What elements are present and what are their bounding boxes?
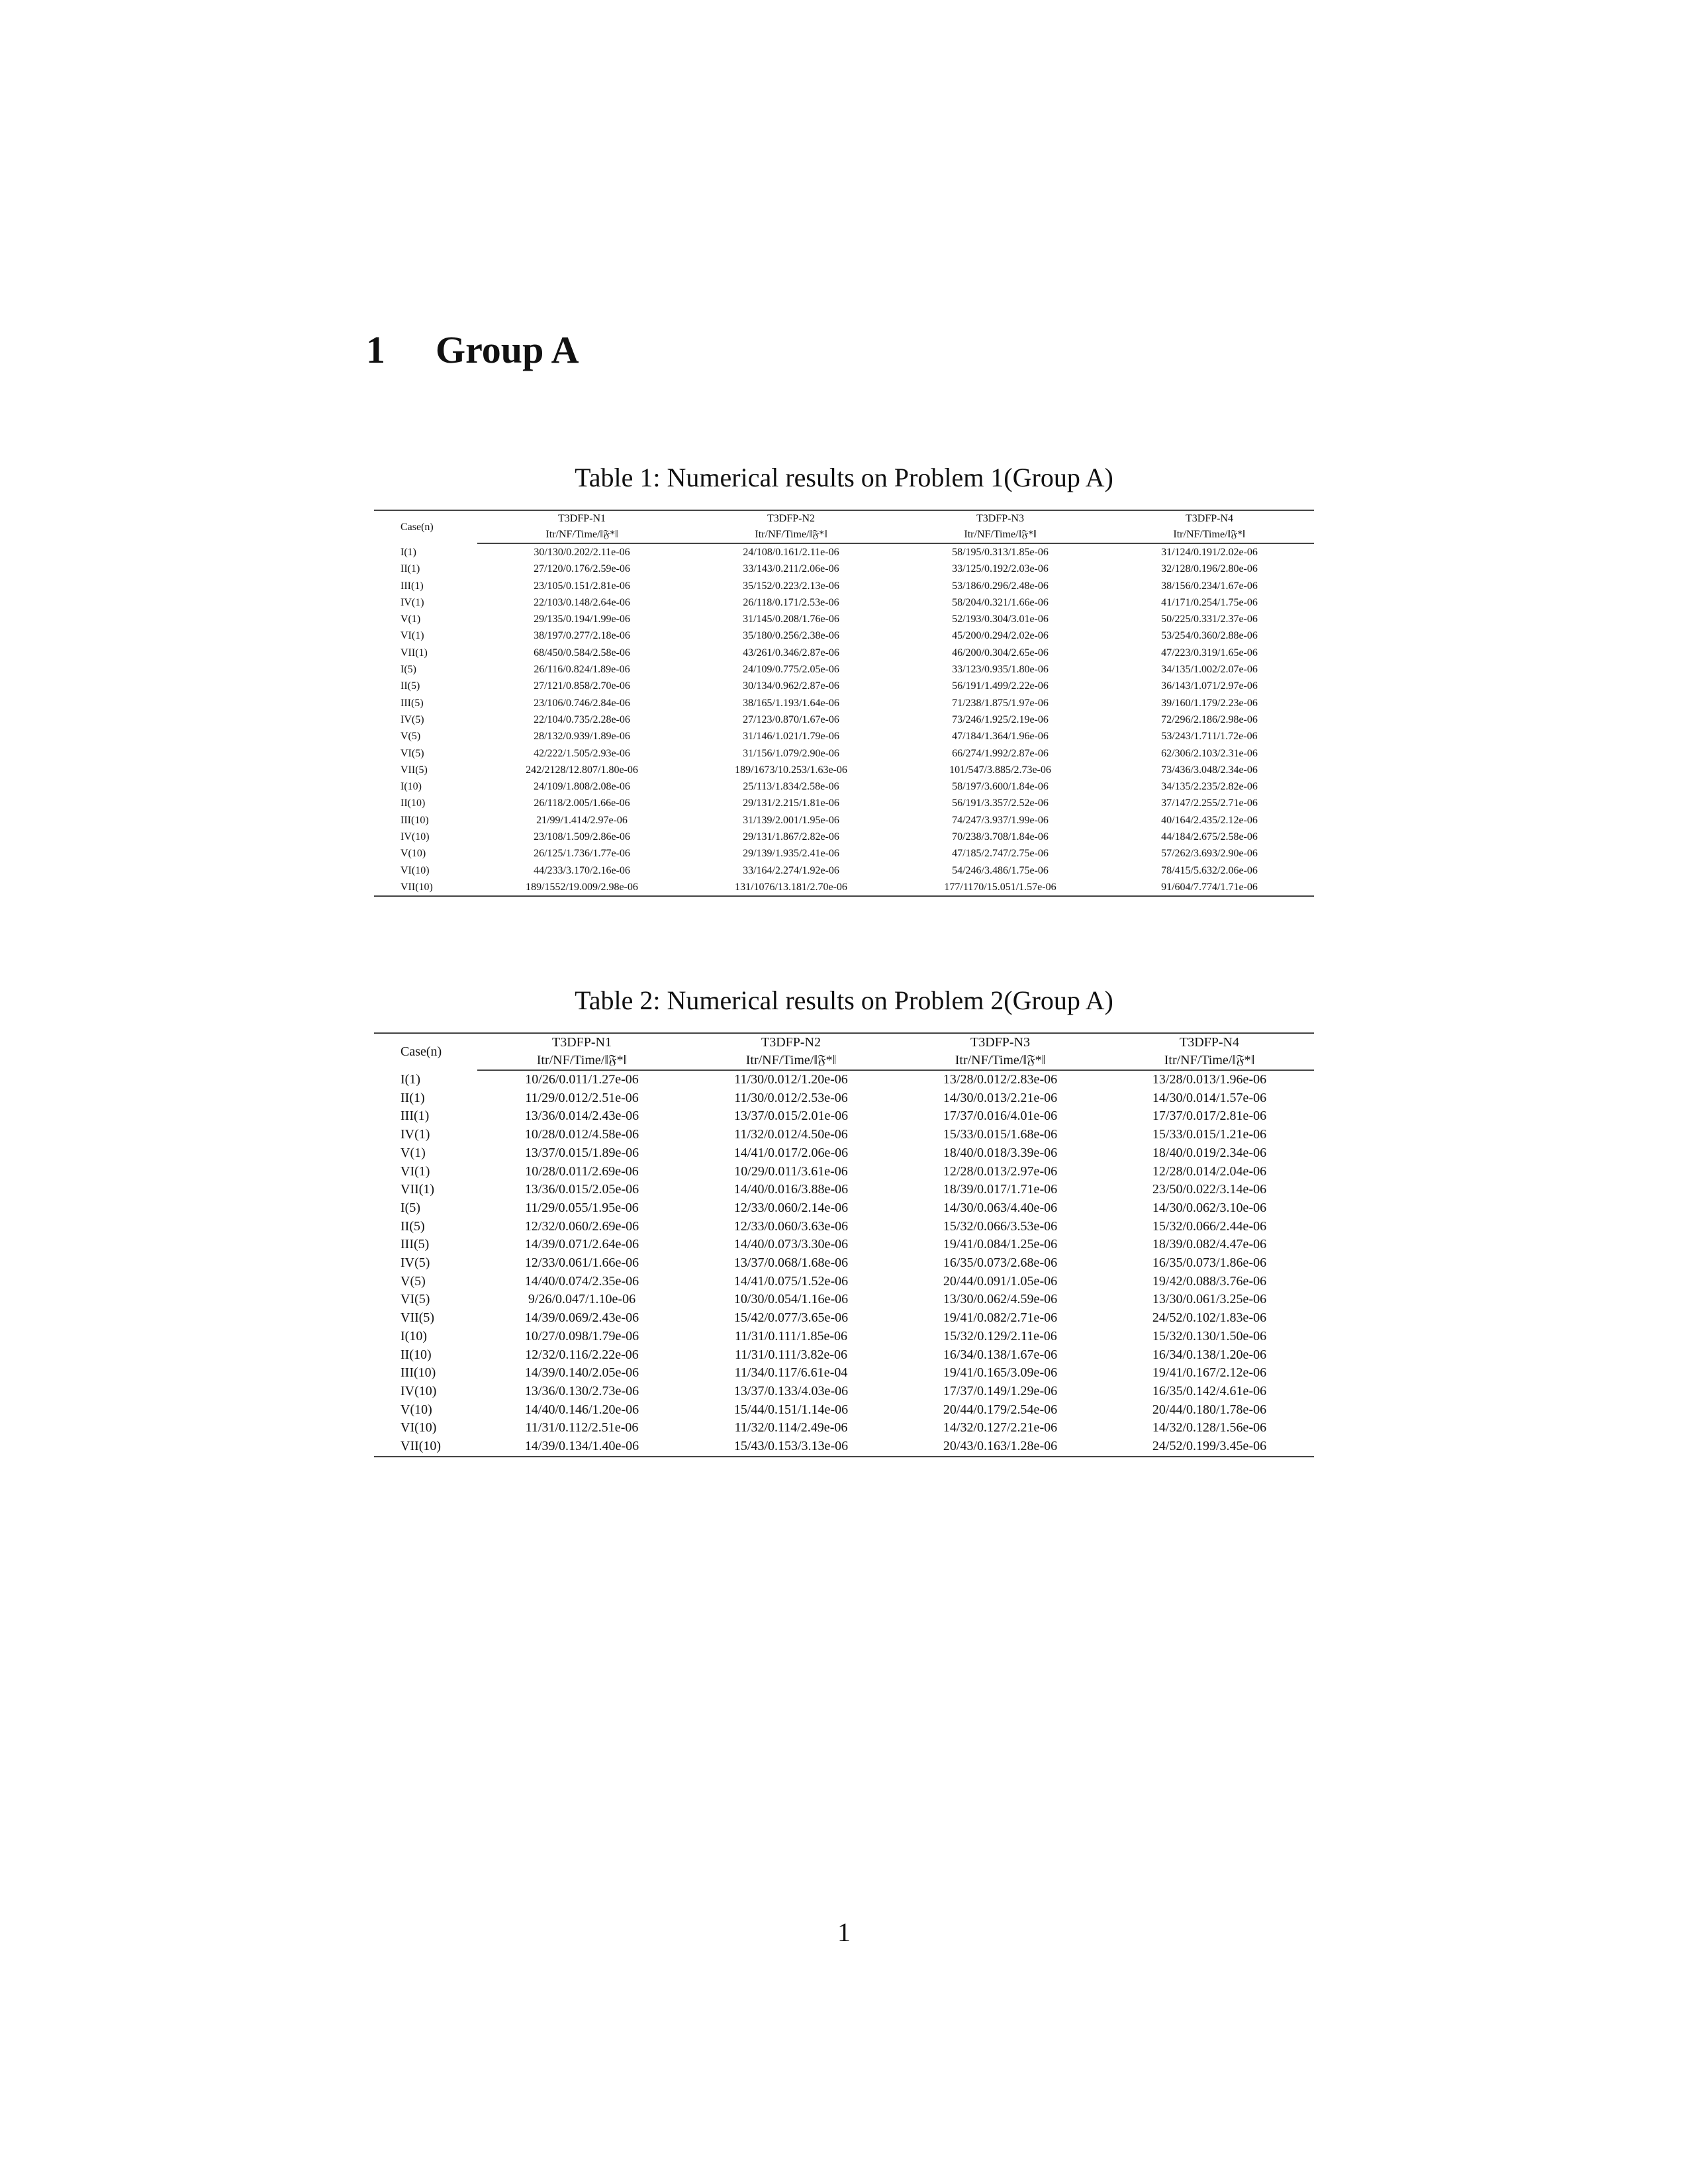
table-row (374, 1437, 1314, 1457)
result-cell: 70/238/3.708/1.84e-06 (952, 831, 1049, 843)
case-cell: IV(1) (400, 1127, 430, 1142)
case-cell: VII(10) (374, 879, 477, 896)
result-cell: 15/43/0.153/3.13e-06 (686, 1437, 896, 1457)
result-cell: 101/547/3.885/2.73e-06 (949, 764, 1051, 776)
result-cell: 11/34/0.117/6.61e-04 (734, 1365, 848, 1381)
result-cell: 44/184/2.675/2.58e-06 (1161, 831, 1258, 843)
result-cell: 33/143/0.211/2.06e-06 (743, 563, 839, 575)
result-cell: 13/37/0.015/2.01e-06 (733, 1109, 849, 1124)
result-cell: 43/261/0.346/2.87e-06 (743, 647, 839, 659)
case-cell: VII(1) (400, 1182, 435, 1197)
table-row (374, 1254, 1314, 1273)
result-cell: 16/35/0.142/4.61e-06 (1152, 1383, 1267, 1398)
result-cell: 53/243/1.711/1.72e-06 (1161, 731, 1258, 743)
table-row (374, 611, 1314, 627)
result-cell: 26/118/0.171/2.53e-06 (743, 596, 839, 608)
method-header: T3DFP-N2 (686, 510, 896, 527)
result-cell: 14/41/0.075/1.52e-06 (733, 1273, 849, 1289)
case-cell: IV(10) (400, 1383, 437, 1398)
result-cell: 189/1673/10.253/1.63e-06 (735, 764, 847, 776)
case-cell: I(10) (400, 1328, 427, 1343)
case-cell: VI(10) (400, 864, 430, 876)
table-row (374, 1144, 1314, 1163)
result-cell: 17/37/0.016/4.01e-06 (943, 1109, 1058, 1124)
case-column-header: Case(n) (374, 1033, 477, 1070)
result-cell: 11/29/0.012/2.51e-06 (525, 1090, 639, 1105)
result-cell: 13/36/0.014/2.43e-06 (524, 1109, 639, 1124)
case-cell: III(1) (400, 580, 424, 592)
result-cell: 30/134/0.962/2.87e-06 (743, 680, 839, 692)
result-cell: 12/33/0.061/1.66e-06 (524, 1255, 639, 1271)
result-cell: 24/52/0.102/1.83e-06 (1152, 1310, 1267, 1326)
case-cell: V(10) (400, 1402, 432, 1417)
metric-subheader: Itr/NF/Time/‖𝔉*‖ (477, 527, 686, 543)
table-row (374, 627, 1314, 644)
result-cell: 14/30/0.062/3.10e-06 (1152, 1200, 1267, 1215)
method-header: T3DFP-N3 (896, 1033, 1105, 1052)
case-cell: V(5) (400, 1273, 426, 1289)
table-row (374, 1346, 1314, 1365)
table-row (374, 1070, 1314, 1089)
result-cell: 11/32/0.012/4.50e-06 (734, 1127, 848, 1142)
result-cell: 27/120/0.176/2.59e-06 (534, 563, 630, 575)
result-cell: 15/33/0.015/1.21e-06 (1152, 1127, 1267, 1142)
case-cell: VI(1) (400, 1163, 430, 1179)
result-cell: 11/31/0.111/1.85e-06 (735, 1328, 847, 1343)
result-cell: 24/52/0.199/3.45e-06 (1105, 1437, 1314, 1457)
result-cell: 12/28/0.014/2.04e-06 (1152, 1163, 1267, 1179)
result-cell: 14/30/0.013/2.21e-06 (943, 1090, 1058, 1105)
result-cell: 9/26/0.047/1.10e-06 (528, 1292, 636, 1307)
result-cell: 14/40/0.074/2.35e-06 (524, 1273, 639, 1289)
result-cell: 26/116/0.824/1.89e-06 (534, 664, 630, 676)
result-cell: 50/225/0.331/2.37e-06 (1161, 614, 1258, 625)
metric-subheader: Itr/NF/Time/‖𝔉*‖ (896, 527, 1105, 543)
table-row (374, 1419, 1314, 1437)
case-cell: II(10) (400, 1347, 432, 1362)
case-cell: VII(5) (400, 1310, 435, 1326)
case-cell: II(10) (400, 797, 426, 809)
result-cell: 34/135/2.235/2.82e-06 (1161, 781, 1258, 793)
method-header: T3DFP-N1 (477, 1033, 686, 1052)
result-cell: 56/191/3.357/2.52e-06 (952, 797, 1049, 809)
table-row (374, 1291, 1314, 1309)
result-cell: 52/193/0.304/3.01e-06 (952, 614, 1049, 625)
result-cell: 14/30/0.063/4.40e-06 (943, 1200, 1058, 1215)
result-cell: 58/197/3.600/1.84e-06 (952, 781, 1049, 793)
result-cell: 33/123/0.935/1.80e-06 (952, 664, 1049, 676)
result-cell: 18/40/0.018/3.39e-06 (943, 1145, 1058, 1160)
result-cell: 24/109/1.808/2.08e-06 (534, 781, 630, 793)
result-cell: 18/39/0.017/1.71e-06 (943, 1182, 1058, 1197)
result-cell: 242/2128/12.807/1.80e-06 (526, 764, 638, 776)
result-cell: 13/28/0.012/2.83e-06 (943, 1072, 1058, 1087)
result-cell: 14/39/0.069/2.43e-06 (524, 1310, 639, 1326)
table-row (374, 711, 1314, 728)
result-cell: 16/35/0.073/2.68e-06 (943, 1255, 1058, 1271)
result-cell: 28/132/0.939/1.89e-06 (534, 731, 630, 743)
result-cell: 20/44/0.091/1.05e-06 (943, 1273, 1058, 1289)
result-cell: 11/31/0.111/3.82e-06 (735, 1347, 847, 1362)
table-row (374, 1107, 1314, 1126)
table-row (374, 695, 1314, 711)
case-cell: II(5) (400, 1218, 425, 1234)
result-cell: 26/118/2.005/1.66e-06 (534, 797, 630, 809)
result-cell: 31/139/2.001/1.95e-06 (743, 814, 839, 826)
result-cell: 23/105/0.151/2.81e-06 (534, 580, 630, 592)
table-row (374, 594, 1314, 611)
section-title: Group A (436, 328, 579, 371)
case-cell: IV(5) (400, 713, 424, 725)
result-cell: 29/139/1.935/2.41e-06 (743, 848, 839, 860)
table-row (374, 1218, 1314, 1236)
table-row (374, 578, 1314, 594)
result-cell: 13/30/0.061/3.25e-06 (1152, 1292, 1267, 1307)
result-cell: 189/1552/19.009/2.98e-06 (477, 879, 686, 896)
table-row (374, 862, 1314, 879)
method-header: T3DFP-N4 (1105, 510, 1314, 527)
result-cell: 73/436/3.048/2.34e-06 (1161, 764, 1258, 776)
result-cell: 33/125/0.192/2.03e-06 (952, 563, 1049, 575)
case-column-header: Case(n) (374, 510, 477, 543)
result-cell: 47/223/0.319/1.65e-06 (1161, 647, 1258, 659)
result-cell: 38/165/1.193/1.64e-06 (743, 697, 839, 709)
case-cell: V(1) (400, 614, 421, 625)
result-cell: 23/108/1.509/2.86e-06 (534, 831, 630, 843)
result-cell: 53/186/0.296/2.48e-06 (952, 580, 1049, 592)
result-cell: 62/306/2.103/2.31e-06 (1161, 747, 1258, 759)
result-cell: 14/39/0.140/2.05e-06 (524, 1365, 639, 1381)
result-cell: 38/197/0.277/2.18e-06 (534, 630, 630, 642)
case-cell: III(10) (400, 1365, 436, 1381)
case-cell: I(10) (400, 781, 422, 793)
table-row (374, 561, 1314, 577)
result-cell: 46/200/0.304/2.65e-06 (952, 647, 1049, 659)
table-row (374, 1383, 1314, 1401)
result-cell: 26/125/1.736/1.77e-06 (534, 848, 630, 860)
result-cell: 18/39/0.082/4.47e-06 (1152, 1237, 1267, 1252)
result-cell: 13/37/0.068/1.68e-06 (733, 1255, 849, 1271)
result-cell: 20/43/0.163/1.28e-06 (896, 1437, 1105, 1457)
result-cell: 37/147/2.255/2.71e-06 (1161, 797, 1258, 809)
metric-subheader: Itr/NF/Time/‖𝔉*‖ (477, 1052, 686, 1070)
case-cell: IV(10) (400, 831, 430, 843)
table-row (374, 812, 1314, 829)
table-row (374, 762, 1314, 778)
result-cell: 15/33/0.015/1.68e-06 (943, 1127, 1058, 1142)
table-row (374, 845, 1314, 862)
table-row (374, 1236, 1314, 1254)
result-cell: 38/156/0.234/1.67e-06 (1161, 580, 1258, 592)
result-cell: 41/171/0.254/1.75e-06 (1161, 596, 1258, 608)
metric-subheader: Itr/NF/Time/‖𝔉*‖ (686, 1052, 896, 1070)
result-cell: 10/30/0.054/1.16e-06 (733, 1292, 849, 1307)
table-row (374, 1089, 1314, 1108)
table-row (374, 1126, 1314, 1144)
result-cell: 13/36/0.015/2.05e-06 (524, 1182, 639, 1197)
result-cell: 14/39/0.134/1.40e-06 (477, 1437, 686, 1457)
table-2 (374, 1032, 1314, 1457)
case-cell: V(10) (400, 848, 426, 860)
table-row (374, 1328, 1314, 1346)
section-heading (366, 328, 579, 371)
result-cell: 14/32/0.127/2.21e-06 (943, 1420, 1058, 1435)
result-cell: 73/246/1.925/2.19e-06 (952, 713, 1049, 725)
result-cell: 15/42/0.077/3.65e-06 (733, 1310, 849, 1326)
result-cell: 20/44/0.180/1.78e-06 (1152, 1402, 1267, 1417)
method-header: T3DFP-N2 (686, 1033, 896, 1052)
table-row (374, 879, 1314, 896)
result-cell: 11/30/0.012/2.53e-06 (734, 1090, 848, 1105)
table-row (374, 1273, 1314, 1291)
result-cell: 25/113/1.834/2.58e-06 (743, 781, 839, 793)
result-cell: 91/604/7.774/1.71e-06 (1105, 879, 1314, 896)
table-row (374, 1181, 1314, 1199)
case-cell: VI(5) (400, 1292, 430, 1307)
method-header: T3DFP-N1 (477, 510, 686, 527)
table-row (374, 778, 1314, 795)
section-number: 1 (366, 328, 385, 371)
case-cell: V(1) (400, 1145, 426, 1160)
result-cell: 16/35/0.073/1.86e-06 (1152, 1255, 1267, 1271)
result-cell: 29/135/0.194/1.99e-06 (534, 614, 630, 625)
case-cell: I(1) (400, 546, 416, 558)
result-cell: 15/32/0.066/2.44e-06 (1152, 1218, 1267, 1234)
metric-subheader: Itr/NF/Time/‖𝔉*‖ (686, 527, 896, 543)
result-cell: 24/108/0.161/2.11e-06 (743, 547, 839, 558)
result-cell: 47/185/2.747/2.75e-06 (952, 848, 1049, 860)
method-header: T3DFP-N4 (1105, 1033, 1314, 1052)
result-cell: 42/222/1.505/2.93e-06 (534, 747, 630, 759)
result-cell: 39/160/1.179/2.23e-06 (1161, 697, 1258, 709)
result-cell: 66/274/1.992/2.87e-06 (952, 747, 1049, 759)
result-cell: 17/37/0.149/1.29e-06 (943, 1383, 1058, 1398)
result-cell: 13/36/0.130/2.73e-06 (524, 1383, 639, 1398)
result-cell: 11/32/0.114/2.49e-06 (734, 1420, 848, 1435)
result-cell: 31/146/1.021/1.79e-06 (743, 731, 839, 743)
table-row (374, 1401, 1314, 1420)
result-cell: 27/121/0.858/2.70e-06 (534, 680, 630, 692)
result-cell: 19/41/0.082/2.71e-06 (943, 1310, 1058, 1326)
result-cell: 35/180/0.256/2.38e-06 (743, 630, 839, 642)
case-cell: III(1) (400, 1109, 430, 1124)
table-1 (374, 510, 1314, 897)
table-row (374, 661, 1314, 678)
result-cell: 23/106/0.746/2.84e-06 (534, 697, 630, 709)
result-cell: 177/1170/15.051/1.57e-06 (896, 879, 1105, 896)
result-cell: 40/164/2.435/2.12e-06 (1161, 814, 1258, 826)
result-cell: 10/27/0.098/1.79e-06 (524, 1328, 639, 1343)
result-cell: 12/28/0.013/2.97e-06 (943, 1163, 1058, 1179)
result-cell: 22/104/0.735/2.28e-06 (534, 713, 630, 725)
result-cell: 22/103/0.148/2.64e-06 (534, 596, 630, 608)
result-cell: 15/32/0.066/3.53e-06 (943, 1218, 1058, 1234)
table-2-caption: Table 2: Numerical results on Problem 2(Group A) (575, 985, 1113, 1015)
case-cell: V(5) (400, 731, 421, 743)
result-cell: 72/296/2.186/2.98e-06 (1161, 713, 1258, 725)
result-cell: 19/41/0.167/2.12e-06 (1152, 1365, 1267, 1381)
result-cell: 45/200/0.294/2.02e-06 (952, 630, 1049, 642)
table-row (374, 745, 1314, 762)
result-cell: 31/156/1.079/2.90e-06 (743, 747, 839, 759)
result-cell: 12/32/0.060/2.69e-06 (524, 1218, 639, 1234)
case-cell: II(1) (400, 563, 420, 575)
case-cell: IV(5) (400, 1255, 430, 1271)
case-cell: VI(10) (400, 1420, 437, 1435)
metric-subheader: Itr/NF/Time/‖𝔉*‖ (896, 1052, 1105, 1070)
case-cell: I(5) (400, 664, 416, 676)
result-cell: 10/28/0.011/2.69e-06 (525, 1163, 639, 1179)
case-cell: IV(1) (400, 596, 424, 608)
result-cell: 78/415/5.632/2.06e-06 (1161, 864, 1258, 876)
result-cell: 30/130/0.202/2.11e-06 (534, 547, 630, 558)
table-row (374, 795, 1314, 811)
result-cell: 15/32/0.129/2.11e-06 (943, 1328, 1057, 1343)
result-cell: 54/246/3.486/1.75e-06 (952, 864, 1049, 876)
table-1-caption: Table 1: Numerical results on Problem 1(Group A) (575, 463, 1113, 492)
table-row (374, 829, 1314, 845)
case-cell: I(5) (400, 1200, 420, 1215)
result-cell: 10/28/0.012/4.58e-06 (524, 1127, 639, 1142)
table-row (374, 1163, 1314, 1181)
result-cell: 13/37/0.133/4.03e-06 (733, 1383, 849, 1398)
case-cell: III(5) (400, 1237, 430, 1252)
result-cell: 12/33/0.060/3.63e-06 (733, 1218, 849, 1234)
result-cell: 29/131/1.867/2.82e-06 (743, 831, 839, 843)
result-cell: 14/30/0.014/1.57e-06 (1152, 1090, 1267, 1105)
result-cell: 11/29/0.055/1.95e-06 (525, 1200, 639, 1215)
result-cell: 18/40/0.019/2.34e-06 (1152, 1145, 1267, 1160)
case-cell: VII(10) (374, 1437, 477, 1457)
result-cell: 14/41/0.017/2.06e-06 (733, 1145, 849, 1160)
case-cell: VII(1) (400, 647, 428, 659)
table-row (374, 1364, 1314, 1383)
result-cell: 68/450/0.584/2.58e-06 (534, 647, 630, 659)
page-number: 1 (837, 1917, 851, 1947)
result-cell: 47/184/1.364/1.96e-06 (952, 731, 1049, 743)
case-cell: VI(5) (400, 747, 424, 759)
result-cell: 21/99/1.414/2.97e-06 (536, 814, 628, 826)
result-cell: 34/135/1.002/2.07e-06 (1161, 664, 1258, 676)
result-cell: 14/40/0.073/3.30e-06 (733, 1237, 849, 1252)
result-cell: 58/204/0.321/1.66e-06 (952, 596, 1049, 608)
table-row (374, 1199, 1314, 1218)
case-cell: III(10) (400, 814, 429, 826)
result-cell: 16/34/0.138/1.20e-06 (1152, 1347, 1267, 1362)
result-cell: 12/33/0.060/2.14e-06 (733, 1200, 849, 1215)
result-cell: 29/131/2.215/1.81e-06 (743, 797, 839, 809)
table-row (374, 678, 1314, 694)
result-cell: 14/40/0.146/1.20e-06 (524, 1402, 639, 1417)
result-cell: 13/37/0.015/1.89e-06 (524, 1145, 639, 1160)
result-cell: 10/29/0.011/3.61e-06 (734, 1163, 848, 1179)
table-row (374, 728, 1314, 745)
result-cell: 11/30/0.012/1.20e-06 (734, 1072, 848, 1087)
result-cell: 31/145/0.208/1.76e-06 (743, 614, 839, 625)
table-row (374, 1309, 1314, 1328)
result-cell: 36/143/1.071/2.97e-06 (1161, 680, 1258, 692)
method-header: T3DFP-N3 (896, 510, 1105, 527)
result-cell: 11/31/0.112/2.51e-06 (525, 1420, 639, 1435)
result-cell: 12/32/0.116/2.22e-06 (525, 1347, 639, 1362)
result-cell: 71/238/1.875/1.97e-06 (952, 697, 1049, 709)
result-cell: 56/191/1.499/2.22e-06 (952, 680, 1049, 692)
case-cell: VII(5) (400, 764, 428, 776)
result-cell: 15/44/0.151/1.14e-06 (733, 1402, 849, 1417)
case-cell: I(1) (400, 1071, 420, 1087)
result-cell: 35/152/0.223/2.13e-06 (743, 580, 839, 592)
case-cell: II(1) (400, 1090, 425, 1105)
table-row (374, 645, 1314, 661)
result-cell: 14/32/0.128/1.56e-06 (1152, 1420, 1267, 1435)
result-cell: 58/195/0.313/1.85e-06 (952, 547, 1049, 558)
result-cell: 23/50/0.022/3.14e-06 (1152, 1182, 1267, 1197)
result-cell: 16/34/0.138/1.67e-06 (943, 1347, 1058, 1362)
result-cell: 33/164/2.274/1.92e-06 (743, 864, 839, 876)
result-cell: 31/124/0.191/2.02e-06 (1161, 547, 1258, 558)
result-cell: 14/39/0.071/2.64e-06 (524, 1237, 639, 1252)
result-cell: 19/41/0.084/1.25e-06 (943, 1237, 1058, 1252)
result-cell: 20/44/0.179/2.54e-06 (943, 1402, 1058, 1417)
case-cell: III(5) (400, 697, 424, 709)
result-cell: 131/1076/13.181/2.70e-06 (686, 879, 896, 896)
result-cell: 19/42/0.088/3.76e-06 (1152, 1273, 1267, 1289)
result-cell: 27/123/0.870/1.67e-06 (743, 713, 839, 725)
result-cell: 32/128/0.196/2.80e-06 (1161, 563, 1258, 575)
result-cell: 15/32/0.130/1.50e-06 (1152, 1328, 1267, 1343)
result-cell: 14/40/0.016/3.88e-06 (733, 1182, 849, 1197)
metric-subheader: Itr/NF/Time/‖𝔉*‖ (1105, 527, 1314, 543)
result-cell: 57/262/3.693/2.90e-06 (1161, 848, 1258, 860)
metric-subheader: Itr/NF/Time/‖𝔉*‖ (1105, 1052, 1314, 1070)
case-cell: II(5) (400, 680, 420, 692)
result-cell: 13/28/0.013/1.96e-06 (1152, 1072, 1267, 1087)
result-cell: 53/254/0.360/2.88e-06 (1161, 630, 1258, 642)
result-cell: 10/26/0.011/1.27e-06 (525, 1072, 639, 1087)
table-row (374, 543, 1314, 561)
result-cell: 74/247/3.937/1.99e-06 (952, 814, 1049, 826)
case-cell: VI(1) (400, 630, 424, 642)
result-cell: 24/109/0.775/2.05e-06 (743, 664, 839, 676)
result-cell: 17/37/0.017/2.81e-06 (1152, 1109, 1267, 1124)
result-cell: 44/233/3.170/2.16e-06 (534, 864, 630, 876)
result-cell: 13/30/0.062/4.59e-06 (943, 1292, 1058, 1307)
result-cell: 19/41/0.165/3.09e-06 (943, 1365, 1058, 1381)
